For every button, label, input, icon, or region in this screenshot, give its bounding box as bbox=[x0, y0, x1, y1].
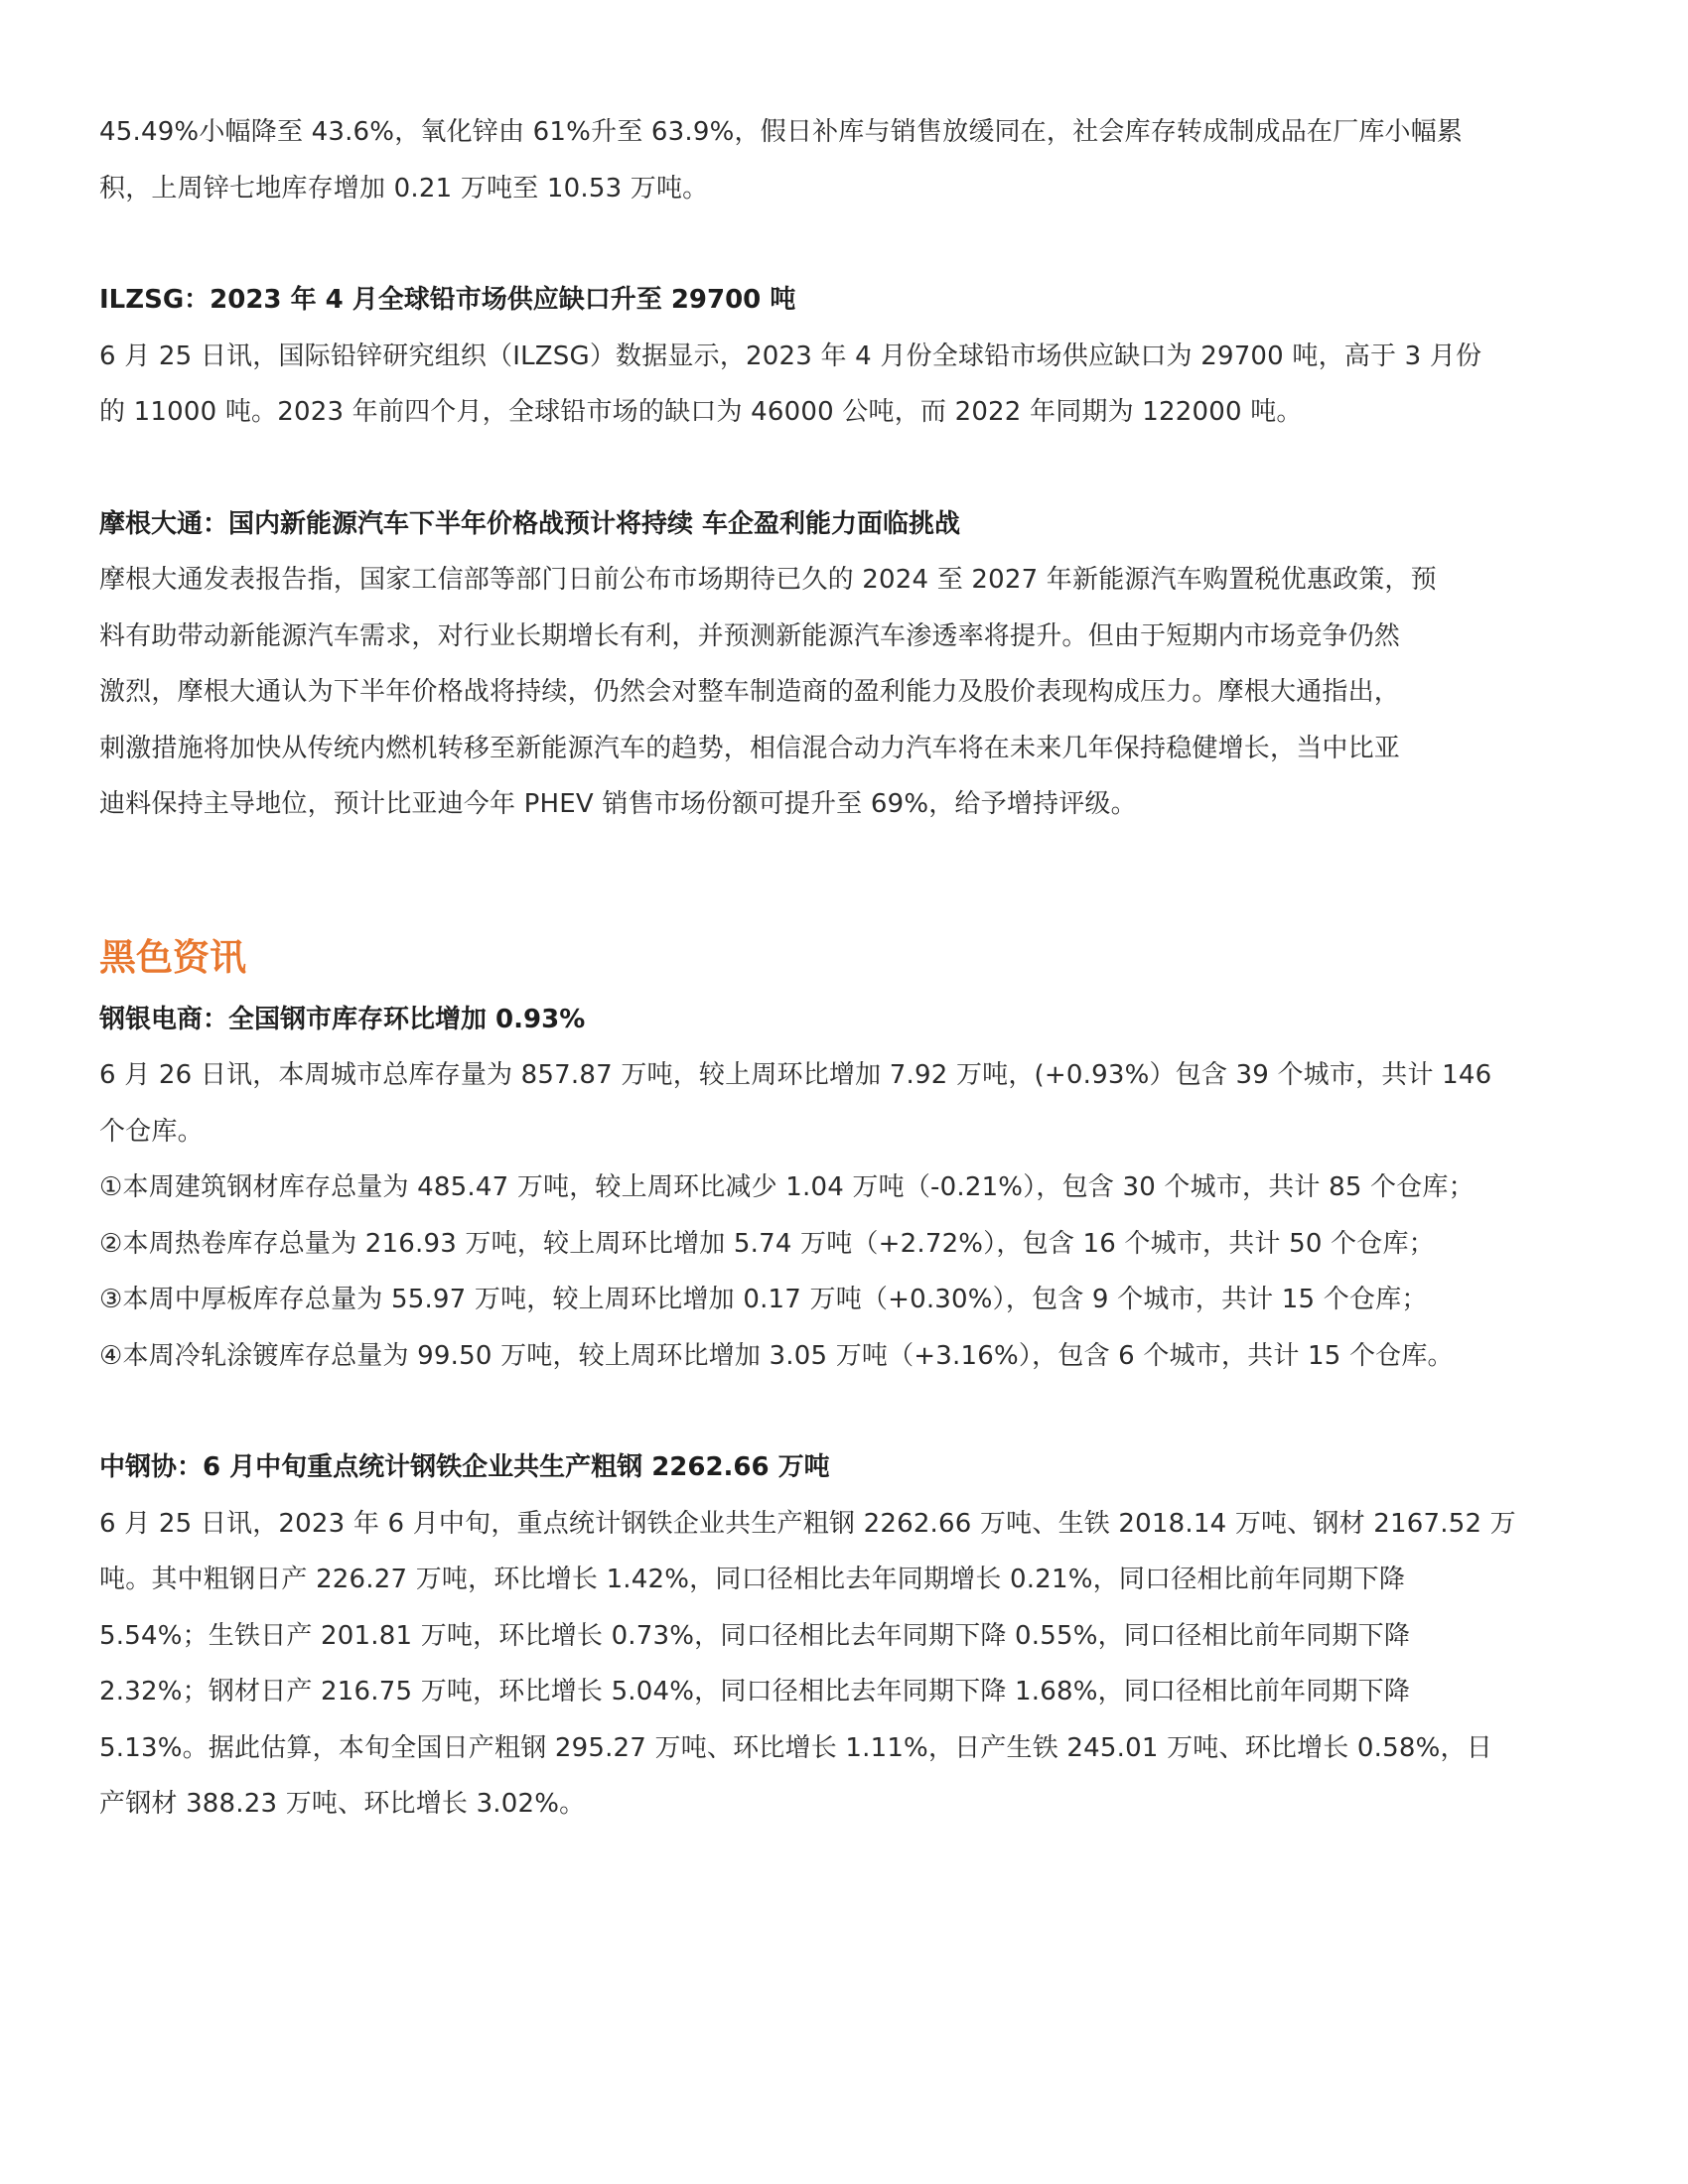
article-jpmorgan bbox=[99, 496, 1559, 833]
article-cisa bbox=[99, 1439, 1559, 1833]
text-line: ①本周建筑钢材库存总量为 485.47 万吨，较上周环比减少 1.04 万吨（-0.21%），包含 30 个城市，共计 85 个仓库； bbox=[99, 1172, 1475, 1202]
text-line: 45.49%小幅降至 43.6%，氧化锌由 61%升至 63.9%，假日补库与销售放缓同在，社会库存转成制成品在厂库小幅累 bbox=[99, 117, 1464, 147]
text-line: 个仓库。 bbox=[99, 1116, 204, 1147]
text-line: ③本周中厚板库存总量为 55.97 万吨，较上周环比增加 0.17 万吨（+0.30%），包含 9 个城市，共计 15 个仓库； bbox=[99, 1285, 1428, 1314]
text-line: 6 月 26 日讯，本周城市总库存量为 857.87 万吨，较上周环比增加 7.92 万吨，(+0.93%）包含 39 个城市，共计 146 bbox=[99, 1060, 1492, 1090]
text-line: 产钢材 388.23 万吨、环比增长 3.02%。 bbox=[99, 1789, 586, 1819]
article-banksteel bbox=[99, 992, 1559, 1385]
text-line: 2.32%；钢材日产 216.75 万吨，环比增长 5.04%，同口径相比去年同期下降 1.68%，同口径相比前年同期下降 bbox=[99, 1677, 1411, 1706]
text-line: ②本周热卷库存总量为 216.93 万吨，较上周环比增加 5.74 万吨（+2.72%），包含 16 个城市，共计 50 个仓库； bbox=[99, 1228, 1435, 1259]
text-line: 激烈，摩根大通认为下半年价格战将持续，仍然会对整车制造商的盈利能力及股价表现构成压力。摩根大通指出， bbox=[99, 677, 1401, 707]
text-line: 料有助带动新能源汽车需求，对行业长期增长有利，并预测新能源汽车渗透率将提升。但由于短期内市场竞争仍然 bbox=[99, 620, 1401, 651]
intro-paragraph bbox=[99, 104, 1559, 216]
text-line: 迪料保持主导地位，预计比亚迪今年 PHEV 销售市场份额可提升至 69%，给予增持评级。 bbox=[99, 789, 1137, 819]
article-headline: ILZSG：2023 年 4 月全球铅市场供应缺口升至 29700 吨 bbox=[99, 285, 796, 315]
text-line: 吨。其中粗钢日产 226.27 万吨，环比增长 1.42%，同口径相比去年同期增长 0.21%，同口径相比前年同期下降 bbox=[99, 1565, 1406, 1594]
text-line: 的 11000 吨。2023 年前四个月，全球铅市场的缺口为 46000 公吨，而 2022 年同期为 122000 吨。 bbox=[99, 397, 1303, 427]
text-line: 积，上周锌七地库存增加 0.21 万吨至 10.53 万吨。 bbox=[99, 173, 709, 204]
text-line: ④本周冷轧涂镀库存总量为 99.50 万吨，较上周环比增加 3.05 万吨（+3.16%），包含 6 个城市，共计 15 个仓库。 bbox=[99, 1340, 1454, 1371]
section-title-black: 黑色资讯 bbox=[99, 935, 246, 979]
article-headline: 摩根大通：国内新能源汽车下半年价格战预计将持续 车企盈利能力面临挑战 bbox=[99, 508, 961, 539]
text-line: 摩根大通发表报告指，国家工信部等部门日前公布市场期待已久的 2024 至 2027 年新能源汽车购置税优惠政策，预 bbox=[99, 565, 1437, 595]
text-line: 5.13%。据此估算，本旬全国日产粗钢 295.27 万吨、环比增长 1.11%，日产生铁 245.01 万吨、环比增长 0.58%，日 bbox=[99, 1732, 1492, 1763]
article-ilzsg bbox=[99, 272, 1559, 441]
article-headline: 钢银电商：全国钢市库存环比增加 0.93% bbox=[99, 1004, 586, 1034]
text-line: 6 月 25 日讯，2023 年 6 月中旬，重点统计钢铁企业共生产粗钢 2262.66 万吨、生铁 2018.14 万吨、钢材 2167.52 万 bbox=[99, 1508, 1516, 1539]
article-headline: 中钢协：6 月中旬重点统计钢铁企业共生产粗钢 2262.66 万吨 bbox=[99, 1452, 830, 1482]
document-page bbox=[99, 104, 1559, 1833]
text-line: 6 月 25 日讯，国际铅锌研究组织（ILZSG）数据显示，2023 年 4 月份全球铅市场供应缺口为 29700 吨，高于 3 月份 bbox=[99, 341, 1482, 371]
text-line: 5.54%；生铁日产 201.81 万吨，环比增长 0.73%，同口径相比去年同期下降 0.55%，同口径相比前年同期下降 bbox=[99, 1620, 1411, 1651]
text-line: 刺激措施将加快从传统内燃机转移至新能源汽车的趋势，相信混合动力汽车将在未来几年保持稳健增长，当中比亚 bbox=[99, 733, 1401, 763]
